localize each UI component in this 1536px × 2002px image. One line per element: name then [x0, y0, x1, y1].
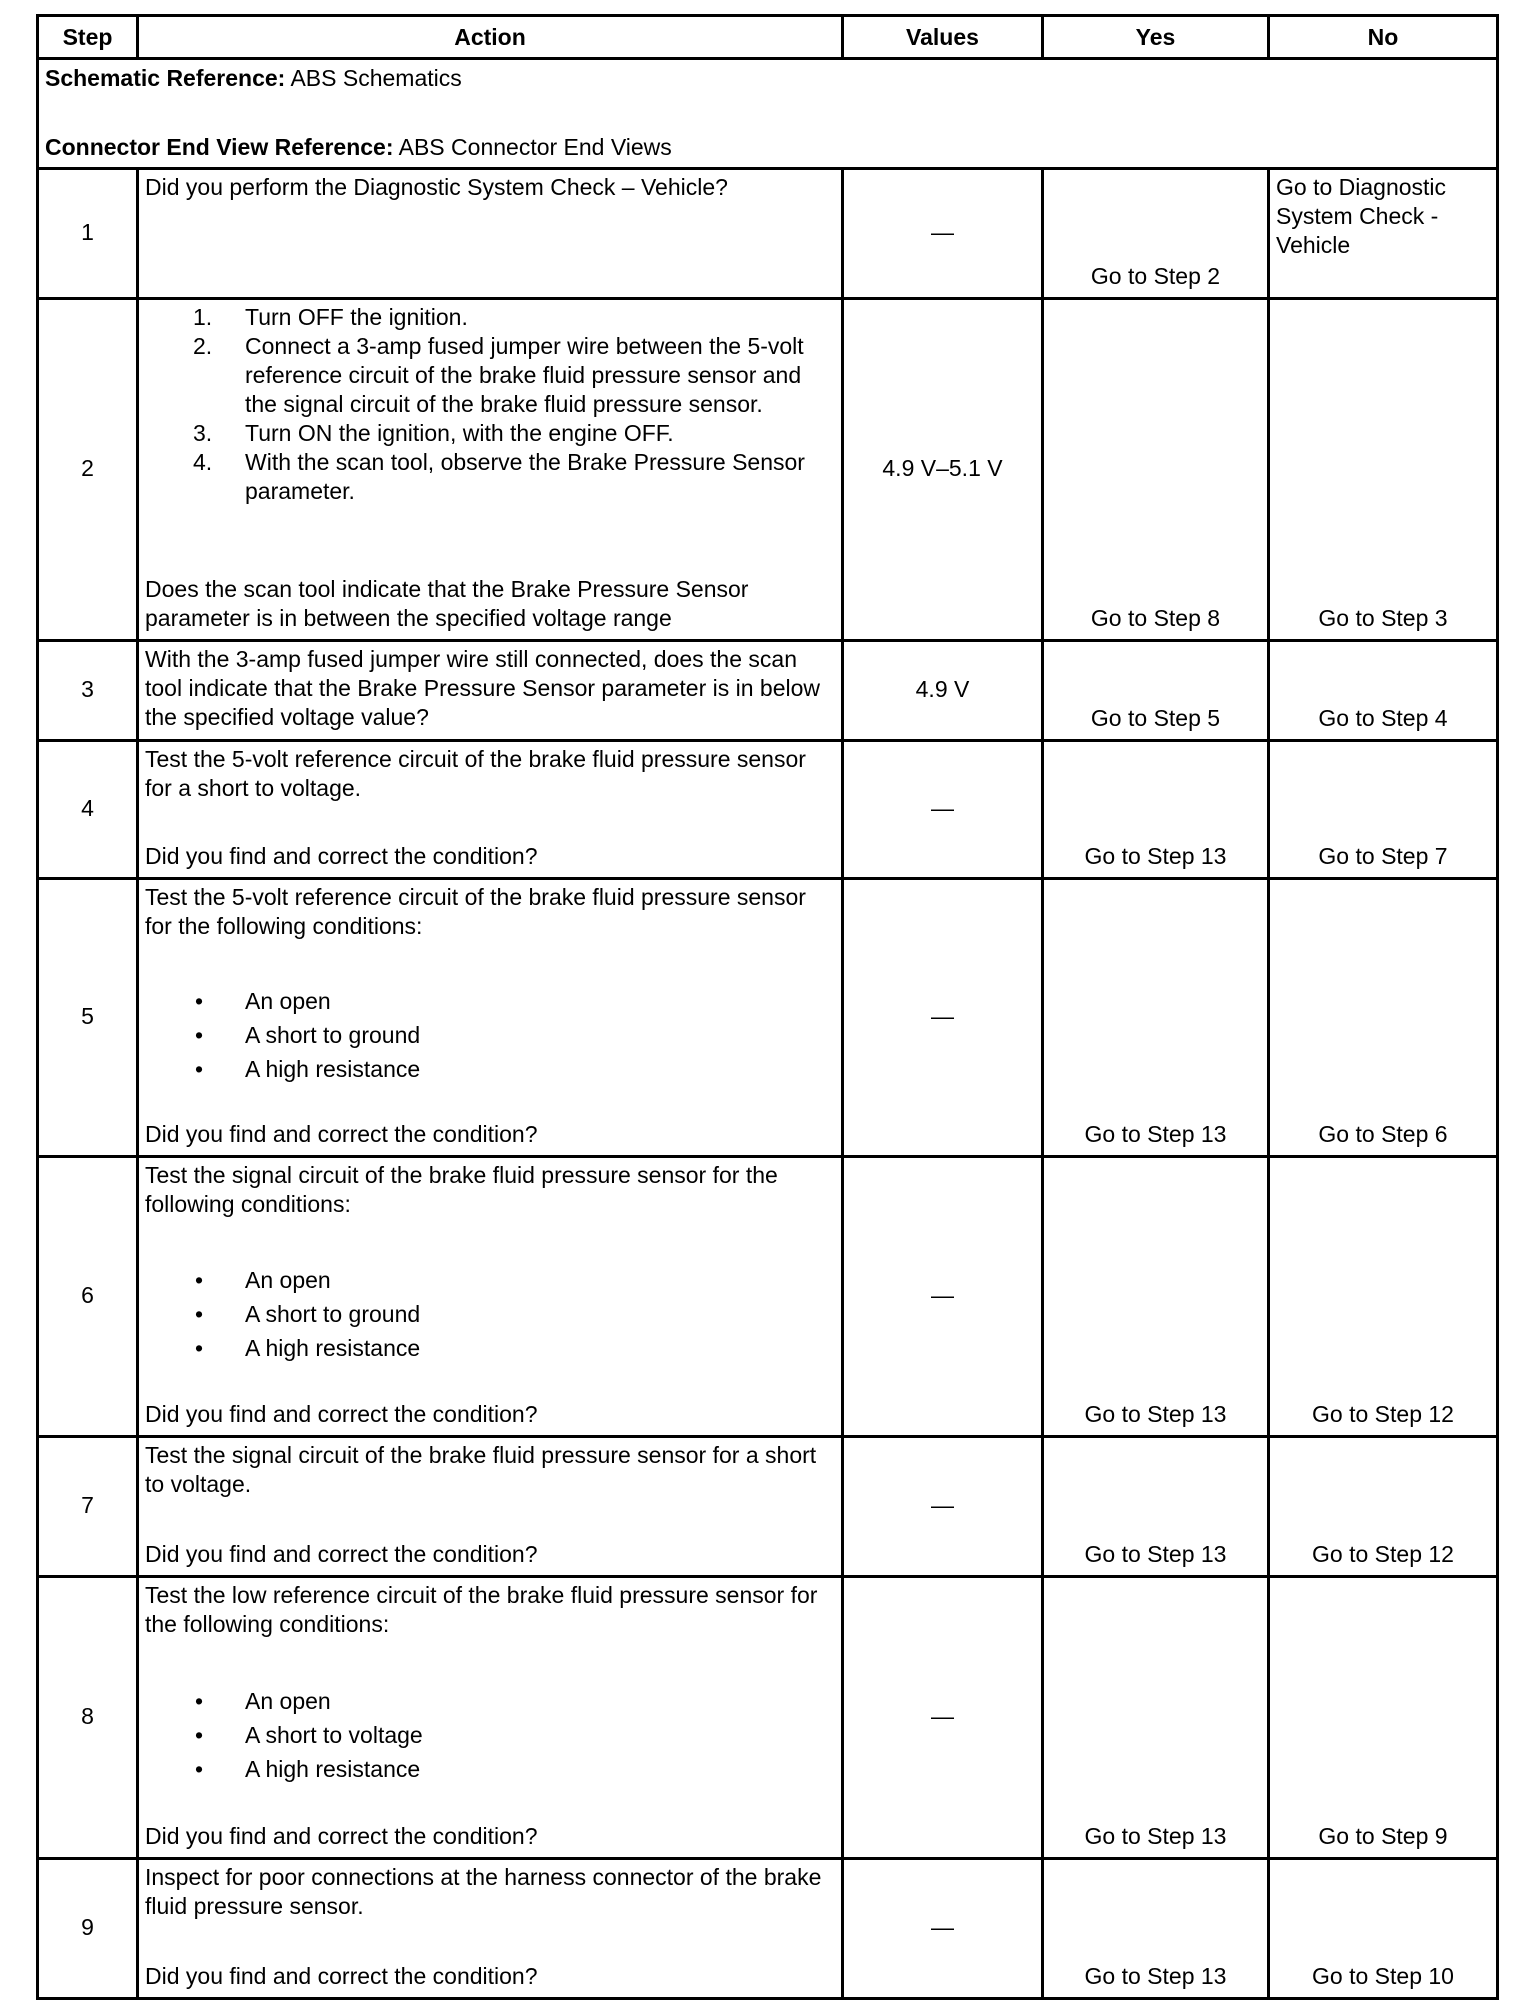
table-row	[38, 741, 1498, 879]
table-row	[38, 299, 1498, 641]
question-text: Did you find and correct the condition?	[145, 1541, 538, 1567]
procedure-list	[145, 303, 835, 506]
action-cell	[138, 1157, 843, 1437]
question-text: Did you find and correct the condition?	[145, 1823, 538, 1849]
action-text: With the 3-amp fused jumper wire still connected, does the scan tool indicate that the Brake Pressure Sensor parameter is in below the specified voltage value?	[138, 641, 843, 741]
step-number: 5	[38, 879, 138, 1157]
value-cell: —	[843, 741, 1043, 879]
action-text: Test the 5-volt reference circuit of the brake fluid pressure sensor for a short to voltage.	[145, 746, 806, 801]
header-action: Action	[138, 16, 843, 59]
action-text: Test the low reference circuit of the brake fluid pressure sensor for the following conditions:	[145, 1582, 818, 1637]
no-cell: Go to Step 7	[1269, 741, 1498, 879]
list-item: • An open	[195, 987, 331, 1014]
no-cell: Go to Step 6	[1269, 879, 1498, 1157]
step-number: 7	[38, 1437, 138, 1577]
diagnostic-table-sheet	[36, 14, 1496, 1989]
step-number: 4	[38, 741, 138, 879]
step-number: 6	[38, 1157, 138, 1437]
no-cell: Go to Diagnostic System Check - Vehicle	[1269, 169, 1498, 299]
schematic-reference: Schematic Reference: ABS Schematics	[45, 65, 462, 91]
header-no: No	[1269, 16, 1498, 59]
action-cell	[138, 1437, 843, 1577]
no-cell: Go to Step 12	[1269, 1437, 1498, 1577]
table-row	[38, 641, 1498, 741]
yes-cell: Go to Step 5	[1043, 641, 1269, 741]
yes-cell: Go to Step 13	[1043, 1157, 1269, 1437]
yes-cell: Go to Step 13	[1043, 741, 1269, 879]
value-cell: —	[843, 1859, 1043, 1999]
no-cell: Go to Step 9	[1269, 1577, 1498, 1859]
action-text: Test the 5-volt reference circuit of the brake fluid pressure sensor for the following conditions:	[145, 884, 806, 939]
header-row	[38, 16, 1498, 59]
list-item: • An open	[195, 1687, 331, 1714]
yes-cell: Go to Step 2	[1043, 169, 1269, 299]
table-row	[38, 1577, 1498, 1859]
action-text: Inspect for poor connections at the harness connector of the brake fluid pressure sensor.	[145, 1864, 822, 1919]
step-number: 8	[38, 1577, 138, 1859]
list-item: • A high resistance	[195, 1055, 421, 1082]
no-cell: Go to Step 12	[1269, 1157, 1498, 1437]
value-cell: —	[843, 879, 1043, 1157]
yes-cell: Go to Step 8	[1043, 299, 1269, 641]
value-cell: —	[843, 169, 1043, 299]
question-text: Does the scan tool indicate that the Brake Pressure Sensor parameter is in between the specified voltage range	[145, 576, 749, 631]
yes-cell: Go to Step 13	[1043, 1437, 1269, 1577]
action-cell	[138, 741, 843, 879]
table-row	[38, 169, 1498, 299]
value-cell: —	[843, 1437, 1043, 1577]
yes-cell: Go to Step 13	[1043, 1859, 1269, 1999]
value-cell: —	[843, 1157, 1043, 1437]
question-text: Did you find and correct the condition?	[145, 843, 538, 869]
table-row	[38, 1157, 1498, 1437]
action-cell	[138, 299, 843, 641]
value-cell: —	[843, 1577, 1043, 1859]
value-cell: 4.9 V–5.1 V	[843, 299, 1043, 641]
list-item: • A high resistance	[195, 1755, 421, 1782]
no-cell: Go to Step 10	[1269, 1859, 1498, 1999]
yes-cell: Go to Step 13	[1043, 879, 1269, 1157]
reference-row	[38, 59, 1498, 169]
action-text: Test the signal circuit of the brake fluid pressure sensor for the following conditions:	[145, 1162, 778, 1217]
condition-list	[145, 1263, 835, 1365]
list-item: • A short to ground	[195, 1300, 421, 1327]
action-text: Test the signal circuit of the brake fluid pressure sensor for a short to voltage.	[145, 1442, 817, 1497]
header-yes: Yes	[1043, 16, 1269, 59]
header-step: Step	[38, 16, 138, 59]
table-row	[38, 1859, 1498, 1999]
action-cell	[138, 1577, 843, 1859]
diagnostic-table	[36, 14, 1499, 2000]
step-number: 1	[38, 169, 138, 299]
action-cell	[138, 879, 843, 1157]
list-item: 4. With the scan tool, observe the Brake Pressure Sensor parameter.	[193, 449, 805, 504]
value-cell: 4.9 V	[843, 641, 1043, 741]
step-number: 9	[38, 1859, 138, 1999]
action-cell	[138, 1859, 843, 1999]
question-text: Did you find and correct the condition?	[145, 1121, 538, 1147]
no-cell: Go to Step 4	[1269, 641, 1498, 741]
list-item: • A high resistance	[195, 1334, 421, 1361]
list-item: • A short to ground	[195, 1021, 421, 1048]
condition-list	[145, 1684, 835, 1786]
action-text: Did you perform the Diagnostic System Check – Vehicle?	[138, 169, 843, 299]
reference-cell	[38, 59, 1498, 169]
list-item: 3. Turn ON the ignition, with the engine OFF.	[193, 420, 674, 446]
header-values: Values	[843, 16, 1043, 59]
question-text: Did you find and correct the condition?	[145, 1401, 538, 1427]
no-cell: Go to Step 3	[1269, 299, 1498, 641]
step-number: 2	[38, 299, 138, 641]
question-text: Did you find and correct the condition?	[145, 1963, 538, 1989]
list-item: • A short to voltage	[195, 1721, 423, 1748]
step-number: 3	[38, 641, 138, 741]
connector-reference: Connector End View Reference: ABS Connector End Views	[45, 134, 672, 160]
table-row	[38, 879, 1498, 1157]
yes-cell: Go to Step 13	[1043, 1577, 1269, 1859]
condition-list	[145, 984, 835, 1086]
list-item: 1. Turn OFF the ignition.	[193, 304, 468, 330]
list-item: • An open	[195, 1266, 331, 1293]
list-item: 2. Connect a 3-amp fused jumper wire between the 5-volt reference circuit of the brake fluid pressure sensor and the signal circuit of the brake fluid pressure sensor.	[193, 333, 804, 417]
table-row	[38, 1437, 1498, 1577]
